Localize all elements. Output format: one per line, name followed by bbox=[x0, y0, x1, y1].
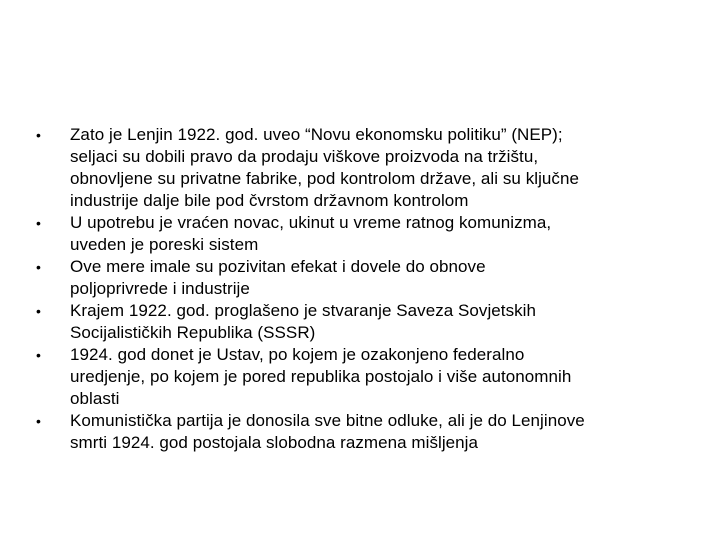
bullet-line: obnovljene su privatne fabrike, pod kontrolom države, ali su ključne bbox=[70, 169, 579, 188]
bullet-item bbox=[36, 344, 686, 410]
bullet-item bbox=[36, 124, 686, 212]
bullet-line: Ove mere imale su pozivitan efekat i dovele do obnove bbox=[70, 257, 486, 276]
bullet-line: poljoprivrede i industrije bbox=[70, 279, 250, 298]
bullet-list bbox=[36, 124, 686, 454]
bullet-line: seljaci su dobili pravo da prodaju viškove proizvoda na tržištu, bbox=[70, 147, 539, 166]
bullet-marker: • bbox=[36, 303, 41, 319]
bullet-line: smrti 1924. god postojala slobodna razmena mišljenja bbox=[70, 433, 478, 452]
bullet-line: Zato je Lenjin 1922. god. uveo “Novu ekonomsku politiku” (NEP); bbox=[70, 125, 563, 144]
bullet-line: Krajem 1922. god. proglašeno je stvaranje Saveza Sovjetskih bbox=[70, 301, 537, 320]
bullet-marker: • bbox=[36, 347, 41, 363]
bullet-item bbox=[36, 256, 686, 300]
bullet-line: industrije dalje bile pod čvrstom državnom kontrolom bbox=[70, 191, 469, 210]
bullet-marker: • bbox=[36, 127, 41, 143]
bullet-item bbox=[36, 410, 686, 454]
bullet-line: U upotrebu je vraćen novac, ukinut u vreme ratnog komunizma, bbox=[70, 213, 552, 232]
bullet-line: Socijalističkih Republika (SSSR) bbox=[70, 323, 316, 342]
bullet-line: uveden je poreski sistem bbox=[70, 235, 259, 254]
bullet-marker: • bbox=[36, 215, 41, 231]
bullet-item bbox=[36, 300, 686, 344]
bullet-line: oblasti bbox=[70, 389, 120, 408]
bullet-item bbox=[36, 212, 686, 256]
bullet-line: uredjenje, po kojem je pored republika postojalo i više autonomnih bbox=[70, 367, 572, 386]
bullet-line: 1924. god donet je Ustav, po kojem je ozakonjeno federalno bbox=[70, 345, 525, 364]
bullet-marker: • bbox=[36, 259, 41, 275]
bullet-line: Komunistička partija je donosila sve bitne odluke, ali je do Lenjinove bbox=[70, 411, 585, 430]
bullet-marker: • bbox=[36, 413, 41, 429]
